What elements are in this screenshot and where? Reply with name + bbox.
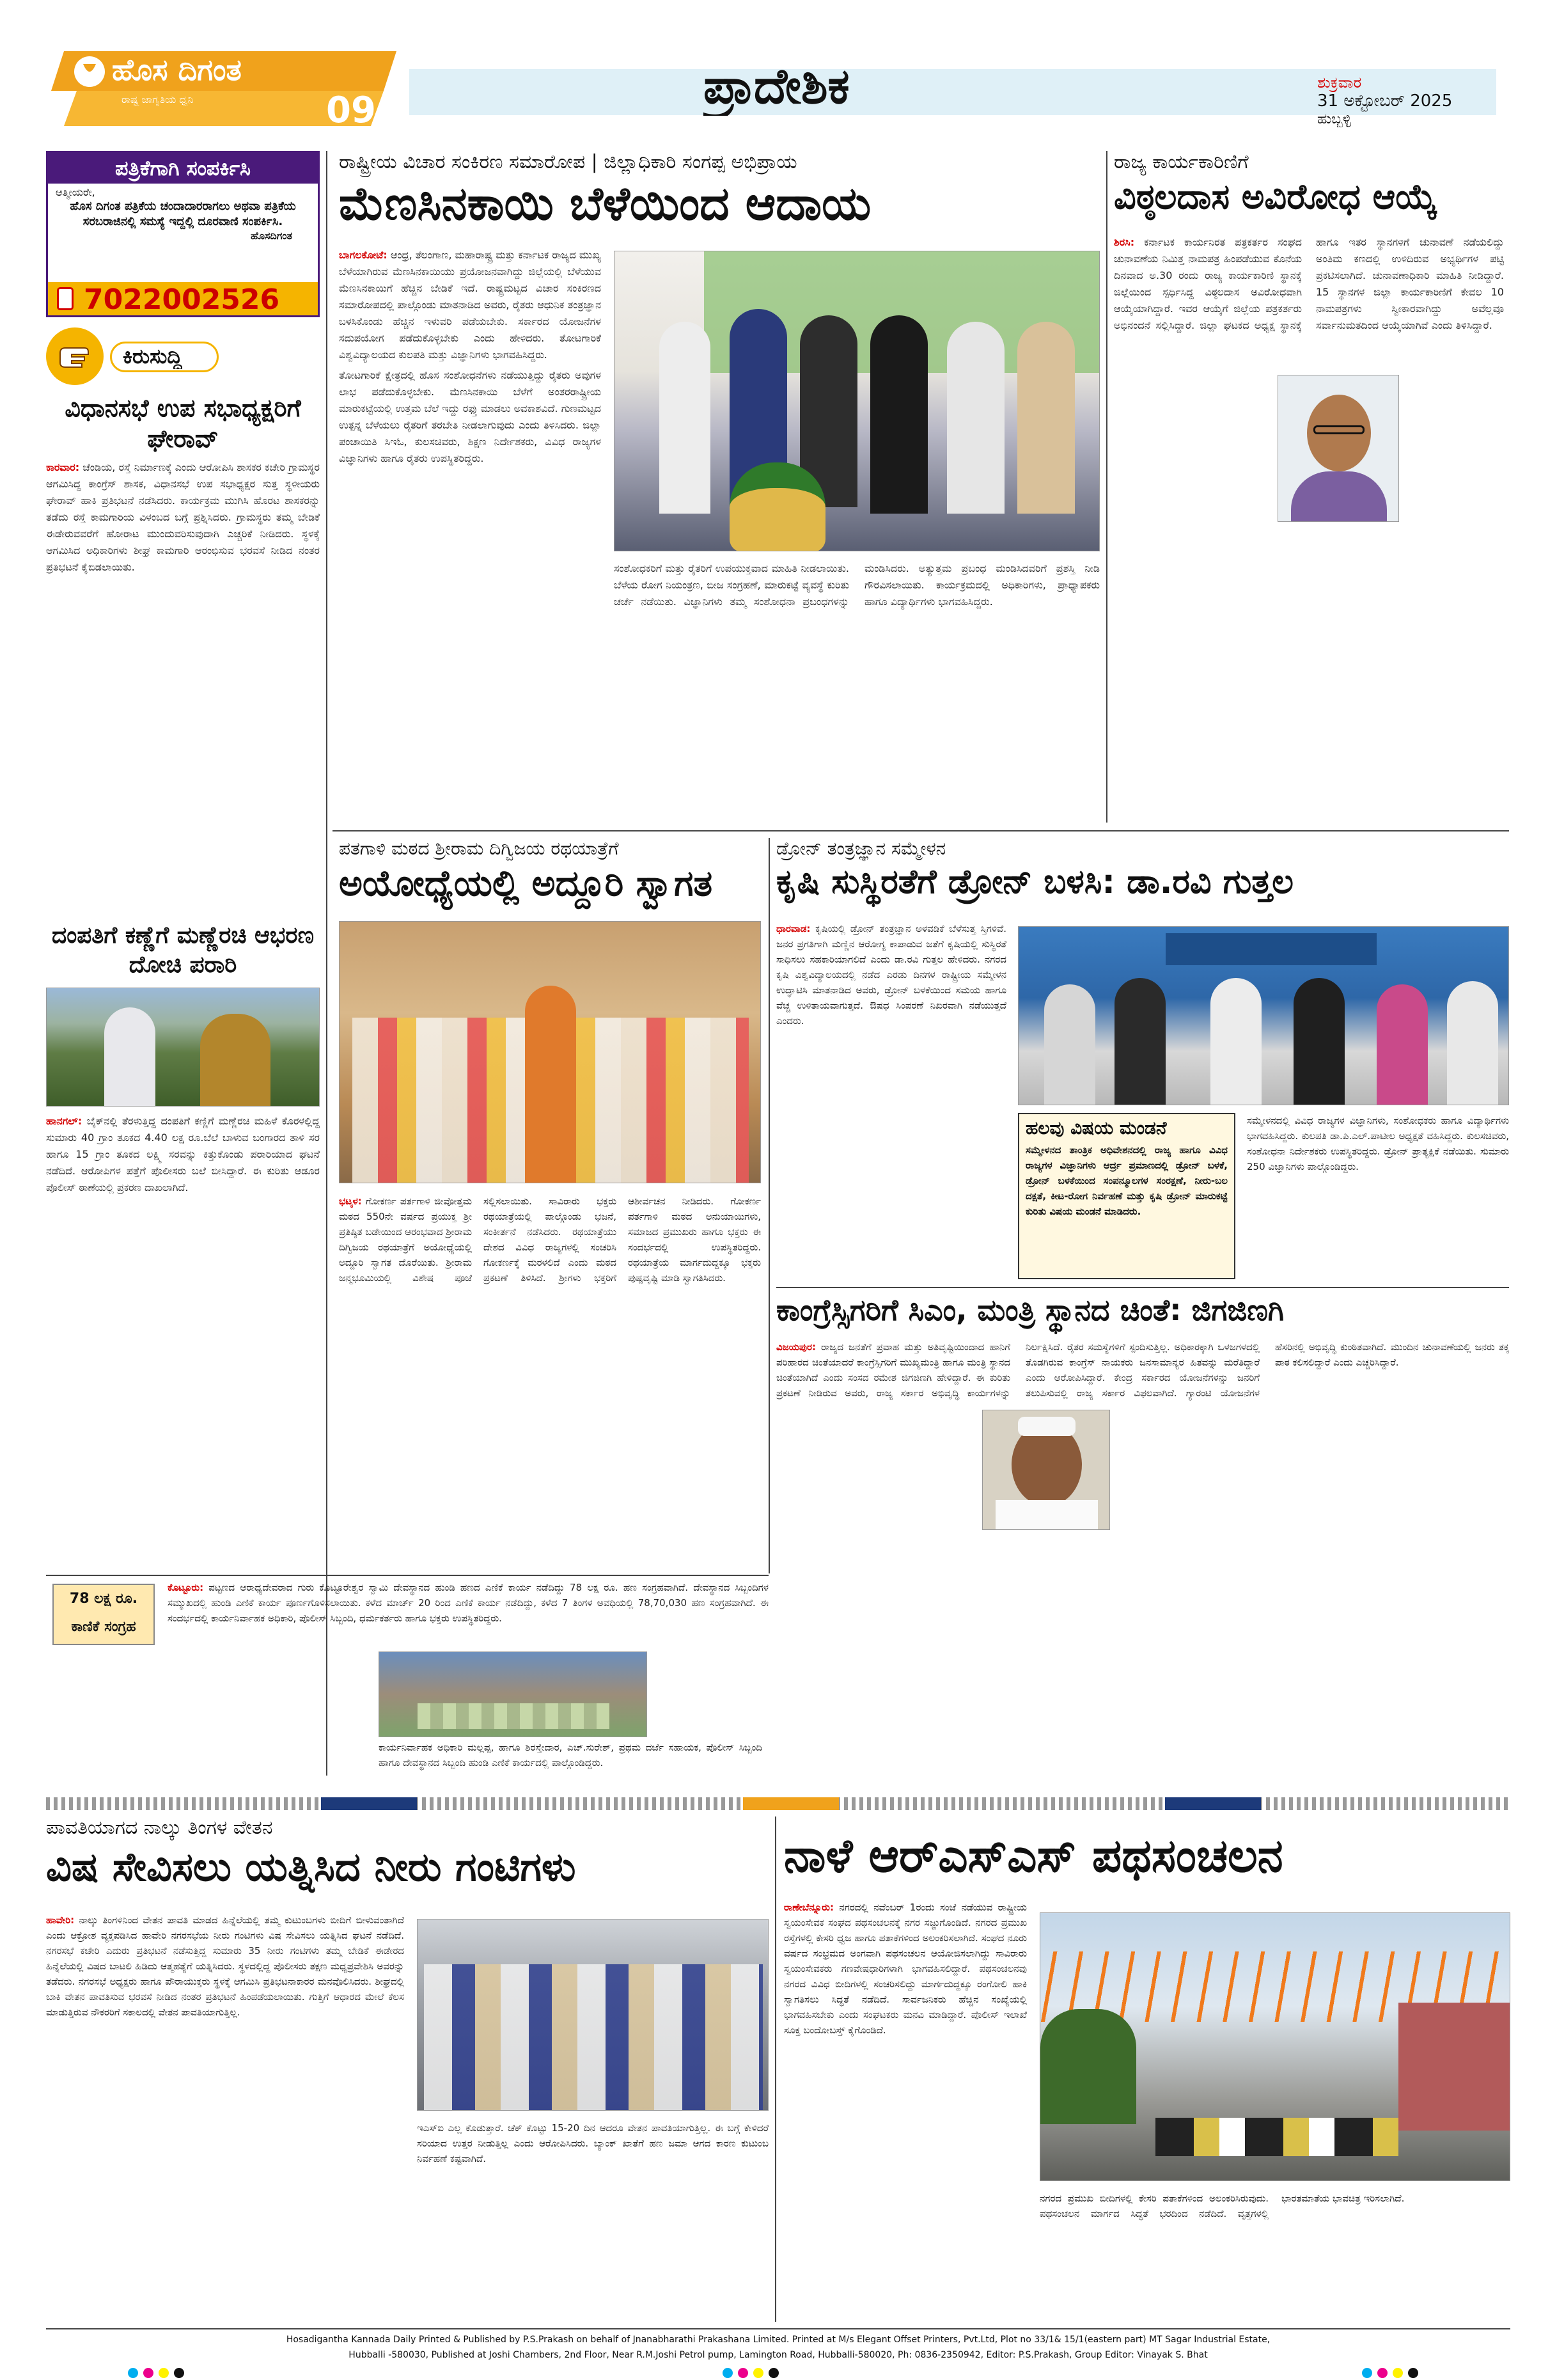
dignitary-2 bbox=[1115, 978, 1166, 1105]
brief-gherao-dateline: ಕಾರವಾರ: bbox=[46, 461, 80, 473]
registration-dots-left bbox=[128, 2368, 189, 2380]
drone-kicker: ಡ್ರೋನ್ ತಂತ್ರಜ್ಞಾನ ಸಮ್ಮೇಳನ bbox=[776, 838, 946, 859]
contact-box bbox=[46, 151, 320, 317]
vittala-body bbox=[1114, 234, 1504, 810]
section-title: ಪ್ರಾದೇಶಿಕ bbox=[703, 58, 850, 114]
ayodhya-kicker: ಪತಗಾಳಿ ಮಠದ ಶ್ರೀರಾಮ ದಿಗ್ವಿಜಯ ರಥಯಾತ್ರೆಗೆ bbox=[339, 838, 619, 859]
ayodhya-headline: ಅಯೋಧ್ಯೆಯಲ್ಲಿ ಅದ್ದೂರಿ ಸ್ವಾಗತ bbox=[339, 863, 713, 904]
dignitary-4 bbox=[1294, 978, 1345, 1105]
dignitary-5 bbox=[1377, 984, 1428, 1105]
stage-person-6 bbox=[1017, 322, 1075, 514]
hand-point-icon bbox=[46, 327, 104, 385]
drone-story bbox=[776, 838, 1509, 1279]
vittala-kicker: ರಾಜ್ಯ ಕಾರ್ಯಕಾರಿಣಿಗೆ bbox=[1114, 151, 1249, 173]
drone-headline: ಕೃಷಿ ಸುಸ್ಥಿರತೆಗೆ ಡ್ರೋನ್ ಬಳಸಿ: ಡಾ.ರವಿ ಗುತ್ತಲ bbox=[776, 863, 1294, 901]
lead-dateline: ಬಾಗಲಕೋಟೆ: bbox=[339, 249, 387, 261]
dignitary-3 bbox=[1210, 978, 1262, 1105]
rss-col1 bbox=[784, 1900, 1027, 2315]
page-number: 09 bbox=[326, 90, 376, 129]
conference-banner bbox=[1166, 933, 1377, 965]
stage-person-1 bbox=[659, 322, 710, 514]
drone-photo bbox=[1018, 926, 1509, 1105]
brand-logo bbox=[51, 46, 409, 129]
lead-headline: ಮೆಣಸಿನಕಾಯಿ ಬೆಳೆಯಿಂದ ಆದಾಯ bbox=[339, 177, 872, 230]
canike-label: 78 ಲಕ್ಷ ರೂ. ಕಾಣಿಕೆ ಸಂಗ್ರಹ bbox=[69, 1591, 138, 1635]
cash-bundles bbox=[418, 1703, 609, 1729]
lead-body3: ಸಂಶೋಧಕರಿಗೆ ಮತ್ತು ರೈತರಿಗೆ ಉಪಯುಕ್ತವಾದ ಮಾಹಿತಿ ನೀಡಲಾಯಿತು. ಬೆಳೆಯ ರೋಗ ನಿಯಂತ್ರಣ, ಬೀಜ ಸಂಗ್ರಹಣೆ, ಮಾರುಕಟ್ಟೆ ವ್ಯವಸ್ಥೆ ಕುರಿತು ಚರ್ಚೆ ನಡೆಯಿತು. ವಿಜ್ಞಾನಿಗಳು ತಮ್ಮ ಸಂಶೋಧನಾ ಪ್ರಬಂಧಗಳನ್ನು ಮಂಡಿಸಿದರು. ಅತ್ಯುತ್ತಮ ಪ್ರಬಂಧ ಮಂಡಿಸಿದವರಿಗೆ ಪ್ರಶಸ್ತಿ ನೀಡಿ ಗೌರವಿಸಲಾಯಿತು. ಕಾರ್ಯಕ್ರಮದಲ್ಲಿ ಅಧಿಕಾರಿಗಳು, ಪ್ರಾಧ್ಯಾಪಕರು ಹಾಗೂ ವಿದ್ಯಾರ್ಥಿಗಳು ಭಾಗವಹಿಸಿದ್ದರು. bbox=[614, 562, 1100, 608]
lead-right-rule bbox=[1106, 151, 1107, 823]
lead-body2: ತೋಟಗಾರಿಕೆ ಕ್ಷೇತ್ರದಲ್ಲಿ ಹೊಸ ಸಂಶೋಧನೆಗಳು ನಡೆಯುತ್ತಿದ್ದು ರೈತರು ಅವುಗಳ ಲಾಭ ಪಡೆದುಕೊಳ್ಳಬೇಕು. ಮೆಣಸಿನಕಾಯಿ ಬೆಳೆಗೆ ಅಂತರರಾಷ್ಟ್ರೀಯ ಮಾರುಕಟ್ಟೆಯಲ್ಲಿ ಉತ್ತಮ ಬೆಲೆ ಇದ್ದು ರಫ್ತು ಮಾಡಲು ಅವಕಾಶವಿದೆ. ಗುಣಮಟ್ಟದ ಉತ್ಪನ್ನ ಬೆಳೆಯಲು ರೈತರಿಗೆ ತರಬೇತಿ ನೀಡಲಾಗುವುದು ಎಂದು ತಿಳಿಸಿದರು. ಜಿಲ್ಲಾ ಪಂಚಾಯಿತಿ ಸಿಇಓ, ಕುಲಸಚಿವರು, ಶಿಕ್ಷಣ ನಿರ್ದೇಶಕರು, ವಿವಿಧ ರಾಜ್ಯಗಳ ವಿಜ್ಞಾನಿಗಳು ಹಾಗೂ ರೈತರು ಉಪಸ್ಥಿತರಿದ್ದರು. bbox=[339, 369, 601, 464]
chilli-display bbox=[730, 462, 825, 551]
brand-name: ಹೊಸ ದಿಗಂತ bbox=[112, 52, 242, 87]
day-label: ಶುಕ್ರವಾರ bbox=[1317, 74, 1362, 91]
vittala-story bbox=[1114, 151, 1504, 823]
protest-photo bbox=[417, 1919, 769, 2111]
dignitary-6 bbox=[1447, 981, 1498, 1105]
brief-robbery-text: ಬೈಕ್‌ನಲ್ಲಿ ತೆರಳುತ್ತಿದ್ದ ದಂಪತಿಗೆ ಕಣ್ಣಿಗೆ ಮಣ್ಣೆರಚಿ ಮಹಿಳೆ ಕೊರಳಲ್ಲಿದ್ದ ಸುಮಾರು 40 ಗ್ರಾಂ ತೂಕದ 4.40 ಲಕ್ಷ ರೂ.ಬೆಲೆ ಬಾಳುವ ಬಂಗಾರದ ತಾಳಿ ಸರ ಹಾಗೂ 15 ಗ್ರಾಂ ತೂಕದ ಲಕ್ಷ್ಮಿ ಸರವನ್ನು ಕಿತ್ತುಕೊಂಡು ಪರಾರಿಯಾದ ಘಟನೆ ನಡೆದಿದೆ. ಆರೋಪಿಗಳ ಪತ್ತೆಗೆ ಪೊಲೀಸರು ಬಲೆ ಬೀಸಿದ್ದಾರೆ. ಈ ಕುರಿತು ಆಡೂರ ಪೊಲೀಸ್ ಠಾಣೆಯಲ್ಲಿ ಪ್ರಕರಣ ದಾಖಲಾಗಿದೆ. bbox=[46, 1115, 320, 1194]
rss-caption: ನಗರದ ಪ್ರಮುಖ ಬೀದಿಗಳಲ್ಲಿ ಕೇಸರಿ ಪತಾಕೆಗಳಿಂದ ಅಲಂಕರಿಸಿರುವುದು. ಪಥಸಂಚಲನ ಮಾರ್ಗದ ಸಿದ್ಧತೆ ಭರದಿಂದ ನಡೆದಿದೆ. ವೃತ್ತಗಳಲ್ಲಿ ಭಾರತಮಾತೆಯ ಭಾವಚಿತ್ರ ಇರಿಸಲಾಗಿದೆ. bbox=[1040, 2193, 1405, 2219]
congress-headline: ಕಾಂಗ್ರೆಸ್ಸಿಗರಿಗೆ ಸಿಎಂ, ಮಂತ್ರಿ ಸ್ಥಾನದ ಚಿಂತೆ: ಜಿಗಜಿಣಗಿ bbox=[776, 1293, 1285, 1327]
brief-robbery bbox=[46, 921, 320, 1561]
contact-title: ಪತ್ರಿಕೆಗಾಗಿ ಸಂಪರ್ಕಿಸಿ bbox=[48, 153, 318, 184]
canike-dateline: ಕೊಟ್ಟೂರು: bbox=[168, 1582, 204, 1593]
congress-body bbox=[776, 1339, 1509, 1570]
canike-text: ಪಟ್ಟಣದ ಆರಾಧ್ಯದೇವರಾದ ಗುರು ಕೊಟ್ಟೂರೇಶ್ವರ ಸ್ವಾಮಿ ದೇವಸ್ಥಾನದ ಹುಂಡಿ ಹಣದ ಎಣಿಕೆ ಕಾರ್ಯ ನಡೆದಿದ್ದು 78 ಲಕ್ಷ ರೂ. ಹಣ ಸಂಗ್ರಹವಾಗಿದೆ. ದೇವಸ್ಥಾನದ ಸಿಬ್ಬಂದಿಗಳ ಸಮ್ಮುಖದಲ್ಲಿ ಹುಂಡಿ ಎಣಿಕೆ ಕಾರ್ಯ ಪೂರ್ಣಗೊಳಿಸಲಾಯಿತು. ಕಳೆದ ಮಾರ್ಚ್ 20 ರಿಂದ ಎಣಿಕೆ ಕಾರ್ಯ ನಡೆದಿದ್ದು, ಕಳೆದ 7 ತಿಂಗಳ ಅವಧಿಯಲ್ಲಿ 78,70,030 ಹಣ ಸಂಗ್ರಹವಾಗಿದೆ. ಈ ಸಂದರ್ಭದಲ್ಲಿ ಕಾರ್ಯನಿರ್ವಾಹಕ ಅಧಿಕಾರಿ, ಪೊಲೀಸ್ ಸಿಬ್ಬಂದಿ, ಧರ್ಮಕರ್ತರು ಹಾಗೂ ಭಕ್ತರು ಉಪಸ್ಥಿತರಿದ್ದರು. bbox=[168, 1582, 769, 1624]
water-headline: ವಿಷ ಸೇವಿಸಲು ಯತ್ನಿಸಿದ ನೀರು ಗಂಟಿಗಳು bbox=[46, 1843, 576, 1890]
water-dateline: ಹಾವೇರಿ: bbox=[46, 1914, 75, 1926]
brief-gherao-headline: ವಿಧಾನಸಭೆ ಉಪ ಸಭಾಧ್ಯಕ್ಷರಿಗೆ ಘೇರಾವ್ bbox=[65, 394, 301, 453]
lead-photo bbox=[614, 251, 1100, 551]
lead-kicker: ರಾಷ್ಟ್ರೀಯ ವಿಚಾರ ಸಂಕಿರಣ ಸಮಾರೋಪ | ಜಿಲ್ಲಾಧಿಕಾರಿ ಸಂಗಪ್ಪ ಅಭಿಪ್ರಾಯ bbox=[339, 151, 797, 173]
rss-story bbox=[784, 1817, 1510, 2322]
vittala-dateline: ಶಿರಸಿ: bbox=[1114, 236, 1135, 248]
left-column-rule bbox=[326, 151, 327, 1776]
registration-dots-center bbox=[723, 2368, 784, 2380]
protester-row bbox=[424, 1964, 763, 2111]
ayodhya-dateline: ಭಟ್ಕಳ: bbox=[339, 1195, 362, 1207]
dash-accent-mid bbox=[743, 1797, 839, 1810]
building-right bbox=[1398, 2003, 1510, 2131]
ayodhya-photo bbox=[339, 921, 761, 1183]
drone-body2: ಸಮ್ಮೇಳನದಲ್ಲಿ ವಿವಿಧ ರಾಜ್ಯಗಳ ವಿಜ್ಞಾನಿಗಳು, ಸಂಶೋಧಕರು ಹಾಗೂ ವಿದ್ಯಾರ್ಥಿಗಳು ಭಾಗವಹಿಸಿದ್ದರು. ಕುಲಪತಿ ಡಾ.ಪಿ.ಎಲ್.ಪಾಟೀಲ ಅಧ್ಯಕ್ಷತೆ ವಹಿಸಿದ್ದರು. ಕುಲಸಚಿವರು, ಸಂಶೋಧನಾ ನಿರ್ದೇಶಕರು ಉಪಸ್ಥಿತರಿದ್ದರು. ಡ್ರೋನ್ ಪ್ರಾತ್ಯಕ್ಷಿಕೆ ನಡೆಯಿತು. ಸುಮಾರು 250 ವಿಜ್ಞಾನಿಗಳು ಪಾಲ್ಗೊಂಡಿದ್ದರು. bbox=[1247, 1115, 1509, 1172]
ayodhya-story bbox=[339, 838, 761, 1573]
brand-tagline: ರಾಷ್ಟ್ರ ಜಾಗೃತಿಯ ಧ್ವನಿ bbox=[121, 93, 194, 106]
contact-intro: ಆತ್ಮೀಯರೇ, bbox=[56, 186, 95, 198]
kiru-suddi-banner bbox=[46, 325, 320, 386]
rss-dateline: ರಾಣೇಬೆನ್ನೂರು: bbox=[784, 1902, 834, 1913]
vittala-text: ಕರ್ನಾಟಕ ಕಾರ್ಯನಿರತ ಪತ್ರಕರ್ತರ ಸಂಘದ ಚುನಾವಣೆಯ ನಿಮಿತ್ತ ನಾಮಪತ್ರ ಹಿಂಪಡೆಯುವ ಕೊನೆಯ ದಿನವಾದ ಅ.30 ರಂದು ರಾಜ್ಯ ಕಾರ್ಯಕಾರಿಣಿ ಸ್ಥಾನಕ್ಕೆ ಜಿಲ್ಲೆಯಿಂದ ಸ್ಪರ್ಧಿಸಿದ್ದ ವಿಠ್ಠಲದಾಸ ಅವಿರೋಧವಾಗಿ ಆಯ್ಕೆಯಾಗಿದ್ದಾರೆ. ಇವರ ಆಯ್ಕೆಗೆ ಜಿಲ್ಲೆಯ ಪತ್ರಕರ್ತರು ಅಭಿನಂದನೆ ಸಲ್ಲಿಸಿದ್ದಾರೆ. ಜಿಲ್ಲಾ ಘಟಕದ ಅಧ್ಯಕ್ಷ ಸ್ಥಾನಕ್ಕೆ ಹಾಗೂ ಇತರ ಸ್ಥಾನಗಳಿಗೆ ಚುನಾವಣೆ ನಡೆಯಲಿದ್ದು ಅಂತಿಮ ಕಣದಲ್ಲಿ ಉಳಿದಿರುವ ಅಭ್ಯರ್ಥಿಗಳ ಪಟ್ಟಿ ಪ್ರಕಟಿಸಲಾಗಿದೆ. ಚುನಾವಣಾಧಿಕಾರಿ ಮಾಹಿತಿ ನೀಡಿದ್ದಾರೆ. 15 ಸ್ಥಾನಗಳ ಜಿಲ್ಲಾ ಕಾರ್ಯಕಾರಿಣಿಗೆ ಕೇವಲ 10 ನಾಮಪತ್ರಗಳು ಸ್ವೀಕಾರವಾಗಿದ್ದು ಅವೆಲ್ಲವೂ ಸರ್ವಾನುಮತದಿಂದ ಆಯ್ಕೆಯಾಗಿವೆ ಎಂದು ತಿಳಿಸಿದ್ದಾರೆ. bbox=[1114, 236, 1504, 331]
stage-person-4 bbox=[870, 315, 928, 514]
lead-col1 bbox=[339, 247, 601, 803]
city-label: ಹುಬ್ಬಳ್ಳಿ bbox=[1317, 111, 1352, 127]
brief-gherao-text: ಚೆಂಡಿಯ, ರಸ್ತೆ ನಿರ್ಮಾಣಕ್ಕೆ ಎಂದು ಆರೋಪಿಸಿ ಶಾಸಕರ ಕಚೇರಿ ಗ್ರಾಮಸ್ಥರ ಆಗಮಿಸಿದ್ದ ಕಾಂಗ್ರೆಸ್ ಶಾಸಕ, ವಿಧಾನಸಭೆ ಉಪ ಸಭಾಧ್ಯಕ್ಷರ ಸುತ್ತ ಸ್ಥಳೀಯರು ಘೇರಾವ್ ಹಾಕಿ ಪ್ರತಿಭಟನೆ ನಡೆಸಿದರು. ಕಾರ್ಯಕ್ರಮ ಮುಗಿಸಿ ಹೊರಟ ಶಾಸಕರನ್ನು ತಡೆದು ರಸ್ತೆ ಕಾಮಗಾರಿಯ ವಿಳಂಬದ ಬಗ್ಗೆ ಪ್ರಶ್ನಿಸಿದರು. ಗ್ರಾಮಸ್ಥರು ತಮ್ಮ ಬೇಡಿಕೆ ಈಡೇರುವವರೆಗೆ ಹೋರಾಟ ಮುಂದುವರಿಸುವುದಾಗಿ ಎಚ್ಚರಿಕೆ ನೀಡಿದರು. ಸ್ಥಳಕ್ಕೆ ಆಗಮಿಸಿದ ಅಧಿಕಾರಿಗಳು ಶೀಘ್ರ ಕಾಮಗಾರಿ ಆರಂಭಿಸುವ ಭರವಸೆ ನೀಡಿದ ನಂತರ ಪ್ರತಿಭಟನೆ ಕೈಬಿಡಲಾಯಿತು. bbox=[46, 461, 320, 573]
phone-number: 7022002526 bbox=[84, 283, 280, 315]
ayodhya-right-rule bbox=[769, 838, 770, 1573]
date-label: 31 ಅಕ್ಟೋಬರ್ 2025 bbox=[1317, 91, 1453, 111]
swami-figure bbox=[525, 986, 576, 1183]
congress-top-rule bbox=[776, 1287, 1509, 1288]
lead-story bbox=[339, 151, 1100, 823]
mid-horizontal-rule bbox=[332, 830, 1509, 831]
canike-story bbox=[46, 1580, 769, 1778]
vittala-headline: ವಿಠ್ಠಲದಾಸ ಅವಿರೋಧ ಆಯ್ಕೆ bbox=[1114, 177, 1437, 217]
dignitary-1 bbox=[1044, 984, 1095, 1105]
lead-col3 bbox=[614, 560, 1100, 803]
water-col1 bbox=[46, 1912, 404, 2315]
vehicles bbox=[1155, 2118, 1398, 2156]
congress-story bbox=[776, 1293, 1509, 1575]
drone-dateline: ಧಾರವಾಡ: bbox=[776, 923, 811, 934]
stage-person-5 bbox=[947, 322, 1005, 514]
man-figure bbox=[104, 1007, 155, 1107]
canike-caption: ಕಾರ್ಯನಿರ್ವಾಹಕ ಅಧಿಕಾರಿ ಮಲ್ಲಪ್ಪ, ಹಾಗೂ ಶಿರಸ್ತೇದಾರ, ಎಚ್.ಸುರೇಶ್, ಪ್ರಥಮ ದರ್ಜೆ ಸಹಾಯಕ, ಪೊಲೀಸ್ ಸಿಬ್ಬಂದಿ ಹಾಗೂ ದೇವಸ್ಥಾನದ ಸಿಬ್ಬಂದಿ ಹುಂಡಿ ಎಣಿಕೆ ಕಾರ್ಯದಲ್ಲಿ ಪಾಲ್ಗೊಂಡಿದ್ದರು. bbox=[379, 1742, 762, 1769]
rss-headline: ನಾಳೆ ಆರ್‌ಎಸ್‌ಎಸ್ ಪಥಸಂಚಲನ bbox=[784, 1829, 1283, 1882]
date-block bbox=[1317, 74, 1509, 127]
water-caption: ಇಎಸ್‌ಐ ಎಲ್ಲ ಕೊಡುತ್ತಾರೆ. ಚೆಕ್ ಕೊಟ್ಟು 15-20 ದಿನ ಆದರೂ ವೇತನ ಪಾವತಿಯಾಗುತ್ತಿಲ್ಲ. ಈ ಬಗ್ಗೆ ಕೇಳಿದರೆ ಸರಿಯಾದ ಉತ್ತರ ನೀಡುತ್ತಿಲ್ಲ ಎಂದು ಆರೋಪಿಸಿದರು. ಬ್ಯಾಂಕ್ ಖಾತೆಗೆ ಹಣ ಜಮಾ ಆಗದ ಕಾರಣ ಕುಟುಂಬ ನಿರ್ವಹಣೆ ಕಷ್ಟವಾಗಿದೆ. bbox=[417, 2122, 769, 2164]
imprint-line-1: Hosadigantha Kannada Daily Printed & Published by P.S.Prakash on behalf of Jnanabharathi Prakashana Limited. Printed at M/s Elegant Offset Printers, Pvt.Ltd, Plot no 33/1& 15/1(eastern part) MT Sagar Industrial Estate, bbox=[286, 2335, 1271, 2345]
dash-separator bbox=[46, 1797, 1510, 1810]
bottom-center-rule bbox=[775, 1817, 776, 2322]
contact-sign: ಹೊಸದಿಗಂತ bbox=[251, 230, 292, 242]
brief-robbery-headline: ದಂಪತಿಗೆ ಕಣ್ಣೆಗೆ ಮಣ್ಣೆರಚಿ ಆಭರಣ ದೋಚಿ ಪರಾರಿ bbox=[52, 922, 314, 978]
couple-photo bbox=[46, 988, 320, 1107]
ayodhya-text: ಗೋಕರ್ಣ ಪರ್ತಗಾಳಿ ಜೀವೋತ್ತಮ ಮಠದ 550ನೇ ವರ್ಷದ ಪ್ರಯುಕ್ತ ಶ್ರೀ ಪ್ರತಿಷ್ಠಿತ ಬಡೇಯಿಂದ ಆರಂಭವಾದ ಶ್ರೀರಾಮ ದಿಗ್ವಿಜಯ ರಥಯಾತ್ರೆಗೆ ಅಯೋಧ್ಯೆಯಲ್ಲಿ ಅದ್ದೂರಿ ಸ್ವಾಗತ ದೊರೆಯಿತು. ಶ್ರೀರಾಮ ಜನ್ಮಭೂಮಿಯಲ್ಲಿ ವಿಶೇಷ ಪೂಜೆ ಸಲ್ಲಿಸಲಾಯಿತು. ಸಾವಿರಾರು ಭಕ್ತರು ರಥಯಾತ್ರೆಯಲ್ಲಿ ಪಾಲ್ಗೊಂಡು ಭಜನೆ, ಸಂಕೀರ್ತನೆ ನಡೆಸಿದರು. ರಥಯಾತ್ರೆಯು ದೇಶದ ವಿವಿಧ ರಾಜ್ಯಗಳಲ್ಲಿ ಸಂಚರಿಸಿ ಗೋಕರ್ಣಕ್ಕೆ ಮರಳಲಿದೆ ಎಂದು ಮಠದ ಪ್ರಕಟಣೆ ತಿಳಿಸಿದೆ. ಶ್ರೀಗಳು ಭಕ್ತರಿಗೆ ಆಶೀರ್ವಚನ ನೀಡಿದರು. ಗೋಕರ್ಣ ಪರ್ತಗಾಳಿ ಮಠದ ಅನುಯಾಯಿಗಳು, ಸಮಾಜದ ಪ್ರಮುಖರು ಹಾಗೂ ಭಕ್ತರು ಈ ಸಂದರ್ಭದಲ್ಲಿ ಉಪಸ್ಥಿತರಿದ್ದರು. ರಥಯಾತ್ರೆಯ ಮಾರ್ಗದುದ್ದಕ್ಕೂ ಭಕ್ತರು ಪುಷ್ಪವೃಷ್ಟಿ ಮಾಡಿ ಸ್ವಾಗತಿಸಿದರು. bbox=[339, 1195, 761, 1284]
dash-accent-right bbox=[1165, 1797, 1261, 1810]
footer-rule bbox=[46, 2328, 1510, 2329]
canike-label-box bbox=[52, 1584, 155, 1645]
imprint-line-2: Hubballi -580030, Published at Joshi Chambers, 2nd Floor, Near R.M.Joshi Petrol pump, Lamington Road, Hubballi-580020, Ph: 0836-2350942, Editor: P.S.Prakash, Group Editor: Vinayak S. Bhat bbox=[348, 2350, 1208, 2360]
drone-box-title: ಹಲವು ವಿಷಯ ಮಂಡನೆ bbox=[1026, 1117, 1167, 1139]
woman-figure bbox=[200, 1014, 270, 1107]
lead-body1: ಆಂಧ್ರ, ತೆಲಂಗಾಣ, ಮಹಾರಾಷ್ಟ್ರ ಮತ್ತು ಕರ್ನಾಟಕ ರಾಜ್ಯದ ಮುಖ್ಯ ಬೆಳೆಯಾಗಿರುವ ಮೆಣಸಿನಕಾಯಿಯು ಪ್ರಯೋಜನವಾಗಿದ್ದು ಜಿಲ್ಲೆಯಲ್ಲಿ ಬೆಳೆಯುವ ಮೆಣಸಿನಕಾಯಿಗೆ ಹೆಚ್ಚಿನ ಬೇಡಿಕೆ ಇದೆ. ರಾಷ್ಟ್ರಮಟ್ಟದ ವಿಚಾರ ಸಂಕಿರಣದ ಸಮಾರೋಪದಲ್ಲಿ ಪಾಲ್ಗೊಂಡು ಮಾತನಾಡಿದ ಅವರು, ರೈತರು ಆಧುನಿಕ ತಂತ್ರಜ್ಞಾನ ಬಳಸಿಕೊಂಡು ಹೆಚ್ಚಿನ ಇಳುವರಿ ಪಡೆಯಬೇಕು. ಸರ್ಕಾರದ ಯೋಜನೆಗಳ ಸದುಪಯೋಗ ಪಡೆದುಕೊಳ್ಳಬೇಕು ಎಂದು ಹೇಳಿದರು. ತೋಟಗಾರಿಕೆ ವಿಶ್ವವಿದ್ಯಾಲಯದ ಕುಲಪತಿ ಮತ್ತು ವಿಜ್ಞಾನಿಗಳು ಭಾಗವಹಿಸಿದ್ದರು. bbox=[339, 249, 602, 361]
drone-info-box bbox=[1018, 1113, 1235, 1279]
brief-robbery-dateline: ಹಾನಗಲ್: bbox=[46, 1115, 82, 1127]
phone-icon bbox=[57, 287, 74, 310]
water-kicker: ಪಾವತಿಯಾಗದ ನಾಲ್ಕು ತಿಂಗಳ ವೇತನ bbox=[46, 1817, 273, 1839]
drone-col1 bbox=[776, 921, 1006, 1279]
street-photo bbox=[1040, 1912, 1510, 2181]
hundi-photo bbox=[379, 1651, 647, 1737]
brief-gherao-body bbox=[46, 459, 320, 576]
brief-robbery-body bbox=[46, 1113, 320, 1196]
masthead bbox=[0, 0, 1541, 147]
water-story bbox=[46, 1817, 769, 2322]
water-body: ನಾಲ್ಕು ತಿಂಗಳಿನಿಂದ ವೇತನ ಪಾವತಿ ಮಾಡದ ಹಿನ್ನೆಲೆಯಲ್ಲಿ ತಮ್ಮ ಕುಟುಂಬಗಳು ಬೀದಿಗೆ ಬೀಳುವಂತಾಗಿದೆ ಎಂದು ಆಕ್ರೋಶ ವ್ಯಕ್ತಪಡಿಸಿದ ಹಾವೇರಿ ನಗರಸಭೆಯ ನೀರು ಗಂಟಿಗಳು ವಿಷ ಸೇವಿಸಲು ಯತ್ನಿಸಿದ ಘಟನೆ ನಡೆದಿದೆ. ನಗರಸಭೆ ಕಚೇರಿ ಎದುರು ಪ್ರತಿಭಟನೆ ನಡೆಸುತ್ತಿದ್ದ ಸುಮಾರು 35 ನೀರು ಗಂಟಿಗಳು ತಮ್ಮ ಬೇಡಿಕೆ ಈಡೇರದ ಹಿನ್ನೆಲೆಯಲ್ಲಿ ವಿಷದ ಬಾಟಲಿ ಹಿಡಿದು ಆತ್ಮಹತ್ಯೆಗೆ ಯತ್ನಿಸಿದರು. ಸ್ಥಳದಲ್ಲಿದ್ದ ಪೊಲೀಸರು ತಕ್ಷಣ ಮಧ್ಯಪ್ರವೇಶಿಸಿ ಅವರನ್ನು ತಡೆದರು. ನಗರಸಭೆ ಅಧ್ಯಕ್ಷರು ಹಾಗೂ ಪೌರಾಯುಕ್ತರು ಸ್ಥಳಕ್ಕೆ ಆಗಮಿಸಿ ಪ್ರತಿಭಟನಾಕಾರರ ಮನವೊಲಿಸಿದರು. ಶೀಘ್ರದಲ್ಲಿ ಬಾಕಿ ವೇತನ ಪಾವತಿಸುವ ಭರವಸೆ ನೀಡಿದ ನಂತರ ಪ್ರತಿಭಟನೆ ಹಿಂಪಡೆಯಲಾಯಿತು. ಗುತ್ತಿಗೆ ಆಧಾರದ ಮೇಲೆ ಕೆಲಸ ಮಾಡುತ್ತಿರುವ ನೌಕರರಿಗೆ ಸಕಾಲದಲ್ಲಿ ವೇತನ ಪಾವತಿಯಾಗುತ್ತಿಲ್ಲ. bbox=[46, 1914, 404, 2018]
kiru-suddi-label: ಕಿರುಸುದ್ದಿ bbox=[123, 344, 182, 368]
phone-strip bbox=[48, 282, 318, 315]
tree-left bbox=[1040, 2009, 1136, 2124]
contact-body: ಹೊಸ ದಿಗಂತ ಪತ್ರಿಕೆಯ ಚಂದಾದಾರರಾಗಲು ಅಥವಾ ಪತ್ರಿಕೆಯ ಸರಬರಾಜಿನಲ್ಲಿ ಸಮಸ್ಯೆ ಇದ್ದಲ್ಲಿ ದೂರವಾಣಿ ಸಂಪರ್ಕಿಸಿ. bbox=[70, 200, 296, 228]
congress-text: ರಾಜ್ಯದ ಜನತೆಗೆ ಪ್ರವಾಹ ಮತ್ತು ಅತಿವೃಷ್ಟಿಯಿಂದಾದ ಹಾನಿಗೆ ಪರಿಹಾರದ ಚಿಂತೆಯಾದರೆ ಕಾಂಗ್ರೆಸ್ಸಿಗರಿಗೆ ಮುಖ್ಯಮಂತ್ರಿ ಹಾಗೂ ಮಂತ್ರಿ ಸ್ಥಾನದ ಚಿಂತೆಯಾಗಿದೆ ಎಂದು ಸಂಸದ ರಮೇಶ ಜಿಗಜಿಣಗಿ ಹೇಳಿದ್ದಾರೆ. ಈ ಕುರಿತು ಪ್ರಕಟಣೆ ನೀಡಿರುವ ಅವರು, ರಾಜ್ಯ ಸರ್ಕಾರ ಅಭಿವೃದ್ಧಿ ಕಾರ್ಯಗಳನ್ನು ನಿರ್ಲಕ್ಷಿಸಿದೆ. ರೈತರ ಸಮಸ್ಯೆಗಳಿಗೆ ಸ್ಪಂದಿಸುತ್ತಿಲ್ಲ. ಅಧಿಕಾರಕ್ಕಾಗಿ ಒಳಜಗಳದಲ್ಲಿ ತೊಡಗಿರುವ ಕಾಂಗ್ರೆಸ್ ನಾಯಕರು ಜನಸಾಮಾನ್ಯರ ಹಿತವನ್ನು ಮರೆತಿದ್ದಾರೆ ಎಂದು ಆರೋಪಿಸಿದ್ದಾರೆ. ಕೇಂದ್ರ ಸರ್ಕಾರದ ಯೋಜನೆಗಳನ್ನು ಜನರಿಗೆ ತಲುಪಿಸುವಲ್ಲಿ ರಾಜ್ಯ ಸರ್ಕಾರ ವಿಫಲವಾಗಿದೆ. ಗ್ಯಾರಂಟಿ ಯೋಜನೆಗಳ ಹೆಸರಿನಲ್ಲಿ ಅಭಿವೃದ್ಧಿ ಕುಂಠಿತವಾಗಿದೆ. ಮುಂದಿನ ಚುನಾವಣೆಯಲ್ಲಿ ಜನರು ತಕ್ಕ ಪಾಠ ಕಲಿಸಲಿದ್ದಾರೆ ಎಂದು ಎಚ್ಚರಿಸಿದ್ದಾರೆ. bbox=[776, 1341, 1509, 1399]
rss-body: ನಗರದಲ್ಲಿ ನವೆಂಬರ್ 1ರಂದು ಸಂಜೆ ನಡೆಯುವ ರಾಷ್ಟ್ರೀಯ ಸ್ವಯಂಸೇವಕ ಸಂಘದ ಪಥಸಂಚಲನಕ್ಕೆ ನಗರ ಸಜ್ಜುಗೊಂಡಿದೆ. ನಗರದ ಪ್ರಮುಖ ರಸ್ತೆಗಳಲ್ಲಿ ಕೇಸರಿ ಧ್ವಜ ಹಾಗೂ ಪತಾಕೆಗಳಿಂದ ಅಲಂಕರಿಸಲಾಗಿದೆ. ಸಂಘದ ನೂರು ವರ್ಷದ ಸಂಭ್ರಮದ ಅಂಗವಾಗಿ ಪಥಸಂಚಲನ ಆಯೋಜಿಸಲಾಗಿದ್ದು ಸಾವಿರಾರು ಸ್ವಯಂಸೇವಕರು ಗಣವೇಷಧಾರಿಗಳಾಗಿ ಭಾಗವಹಿಸಲಿದ್ದಾರೆ. ಪಥಸಂಚಲನವು ನಗರದ ವಿವಿಧ ಬೀದಿಗಳಲ್ಲಿ ಸಂಚರಿಸಲಿದ್ದು ಮಾರ್ಗದುದ್ದಕ್ಕೂ ರಂಗೋಲಿ ಹಾಕಿ ಸ್ವಾಗತಿಸಲು ಸಿದ್ಧತೆ ನಡೆದಿದೆ. ಸಾರ್ವಜನಿಕರು ಹೆಚ್ಚಿನ ಸಂಖ್ಯೆಯಲ್ಲಿ ಭಾಗವಹಿಸಬೇಕು ಎಂದು ಸಂಘಟಕರು ಮನವಿ ಮಾಡಿದ್ದಾರೆ. ಪೊಲೀಸ್ ಇಲಾಖೆ ಸೂಕ್ತ ಬಂದೋಬಸ್ತ್ ಕೈಗೊಂಡಿದೆ. bbox=[784, 1902, 1027, 2036]
drone-box-body: ಸಮ್ಮೇಳನದ ತಾಂತ್ರಿಕ ಅಧಿವೇಶನದಲ್ಲಿ ರಾಜ್ಯ ಹಾಗೂ ವಿವಿಧ ರಾಜ್ಯಗಳ ವಿಜ್ಞಾನಿಗಳು ಆರ್ದ್ರ ಪ್ರಮಾಣದಲ್ಲಿ ಡ್ರೋನ್ ಬಳಕೆ, ಡ್ರೋನ್ ಬಳಕೆಯಿಂದ ಸಂಪನ್ಮೂಲಗಳ ಸಂರಕ್ಷಣೆ, ನೀರು-ಬಲ ದಕ್ಷತೆ, ಕೀಟ-ರೋಗ ನಿರ್ವಹಣೆ ಮತ್ತು ಕೃಷಿ ಡ್ರೋನ್ ಮಾರುಕಟ್ಟೆ ಕುರಿತು ವಿಷಯ ಮಂಡನೆ ಮಾಡಿದರು. bbox=[1026, 1144, 1228, 1218]
congress-dateline: ವಿಜಯಪುರ: bbox=[776, 1341, 816, 1353]
drone-col3 bbox=[1247, 1113, 1509, 1279]
canike-body bbox=[168, 1580, 769, 1650]
registration-dots-right bbox=[1362, 2368, 1423, 2380]
canike-top-rule bbox=[46, 1575, 769, 1576]
imprint-line bbox=[46, 2332, 1510, 2368]
dash-accent-left bbox=[321, 1797, 417, 1810]
ayodhya-body bbox=[339, 1194, 761, 1564]
drone-body: ಕೃಷಿಯಲ್ಲಿ ಡ್ರೋನ್ ತಂತ್ರಜ್ಞಾನ ಅಳವಡಿಕೆ ಬೆಳೆಸುತ್ತ ಸ್ತಿಗಳಿವೆ. ಜನರ ಪ್ರಗತಿಗಾಗಿ ಮಣ್ಣಿನ ಆರೋಗ್ಯ ಕಾಪಾಡುವ ಜತೆಗೆ ಕೃಷಿಯಲ್ಲಿ ಸುಸ್ಥಿರತೆ ಸಾಧಿಸಲು ಸಹಕಾರಿಯಾಗಲಿದೆ ಎಂದು ಡಾ.ರವಿ ಗುತ್ತಲ ಹೇಳಿದರು. ನಗರದ ಕೃಷಿ ವಿಶ್ವವಿದ್ಯಾಲಯದಲ್ಲಿ ನಡೆದ ಎರಡು ದಿನಗಳ ರಾಷ್ಟ್ರೀಯ ಸಮ್ಮೇಳನ ಉದ್ಘಾಟಿಸಿ ಮಾತನಾಡಿದ ಅವರು, ಡ್ರೋನ್ ಬಳಕೆಯಿಂದ ಸಮಯ ಹಾಗೂ ವೆಚ್ಚ ಉಳಿತಾಯವಾಗುತ್ತದೆ. ಔಷಧ ಸಿಂಪರಣೆ ನಿಖರವಾಗಿ ನಡೆಯುತ್ತದೆ ಎಂದರು. bbox=[776, 923, 1006, 1027]
